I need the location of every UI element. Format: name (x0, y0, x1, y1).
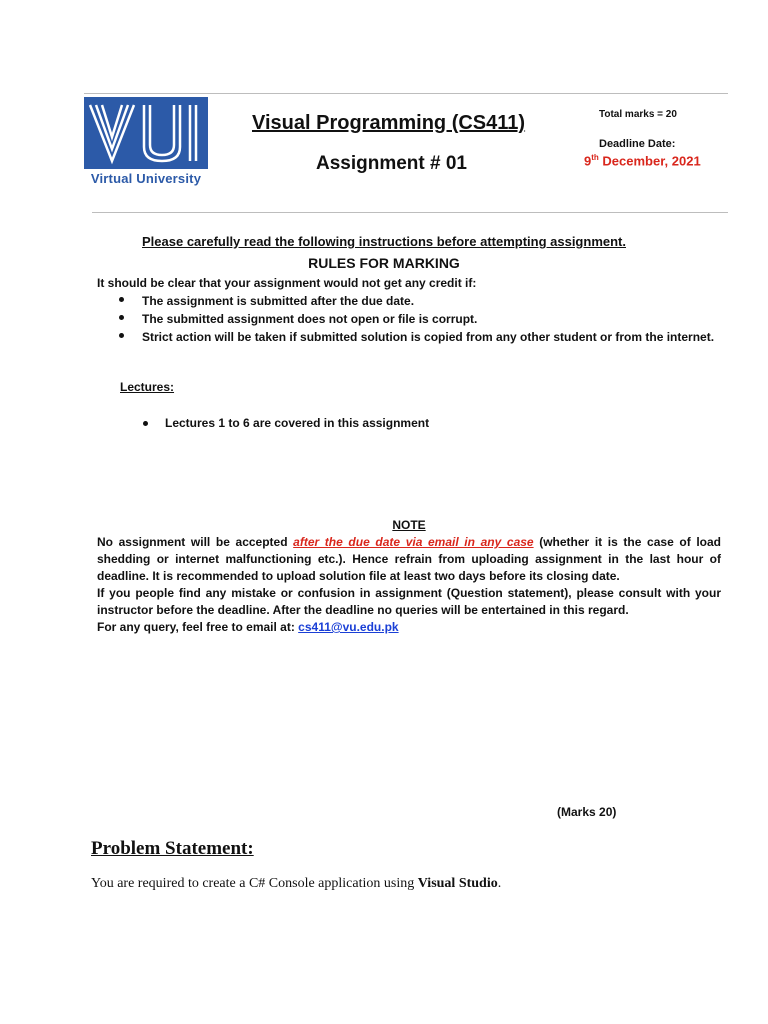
problem-heading: Problem Statement: (91, 838, 254, 859)
top-rule (84, 93, 728, 94)
bullet-icon (119, 297, 124, 302)
marks-label: (Marks 20) (557, 805, 617, 819)
bullet-icon (119, 315, 124, 320)
note-body (97, 534, 721, 636)
total-marks: Total marks = 20 (599, 109, 677, 120)
instructions-heading: Please carefully read the following instructions before attempting assignment. (142, 234, 626, 249)
rule-text: The submitted assignment does not open or file is corrupt. (142, 312, 478, 326)
deadline-day: 9 (584, 153, 592, 169)
deadline-date (584, 153, 701, 168)
lectures-heading: Lectures: (120, 380, 175, 394)
note-heading: NOTE (392, 518, 426, 532)
note-text: For any query, feel free to email at: (97, 620, 299, 634)
deadline-rest: December, 2021 (598, 153, 701, 169)
lectures-item (143, 416, 429, 430)
rules-list (97, 292, 721, 346)
bullet-icon (143, 421, 148, 426)
note-paragraph (97, 619, 721, 636)
rules-intro: It should be clear that your assignment would not get any credit if: (97, 276, 477, 290)
assignment-number: Assignment # 01 (316, 153, 467, 174)
problem-text (91, 876, 501, 892)
note-paragraph (97, 534, 721, 585)
bullet-icon (119, 333, 124, 338)
deadline-suffix: th (591, 153, 599, 162)
problem-text-c: . (497, 876, 502, 891)
course-title: Visual Programming (CS411) (252, 112, 526, 134)
note-emphasis: after the due date via email in any case (293, 535, 534, 549)
list-item (97, 310, 721, 328)
rule-text: Strict action will be taken if submitted solution is copied from any other student or from the internet. (142, 330, 715, 344)
problem-text-b: Visual Studio (417, 876, 498, 891)
problem-text-a: You are required to create a C# Console application using (91, 876, 418, 891)
vu-logo-mark (84, 97, 208, 169)
list-item (97, 292, 721, 310)
vu-logo (84, 97, 208, 189)
rules-heading: RULES FOR MARKING (308, 255, 460, 271)
note-paragraph: If you people find any mistake or confusion in assignment (Question statement), please consult with your instructor before the deadline. After the deadline no queries will be entertained in this regard. (97, 586, 721, 617)
list-item (97, 328, 721, 346)
note-text: No assignment will be accepted (97, 535, 294, 549)
deadline-label: Deadline Date: (599, 138, 676, 150)
header-divider (92, 212, 728, 213)
rule-text: The assignment is submitted after the due date. (142, 294, 415, 308)
logo-text: Virtual University (90, 171, 202, 186)
note-text: (whether it is the case of load shedding or internet malfunctioning etc.). Hence refrain from uploading assignment in the last hour of deadline. It is recommended to upload solution file at least two days before its closing date. (97, 535, 721, 583)
email-link[interactable]: cs411@vu.edu.pk (298, 620, 399, 634)
lectures-text: Lectures 1 to 6 are covered in this assignment (165, 416, 430, 430)
